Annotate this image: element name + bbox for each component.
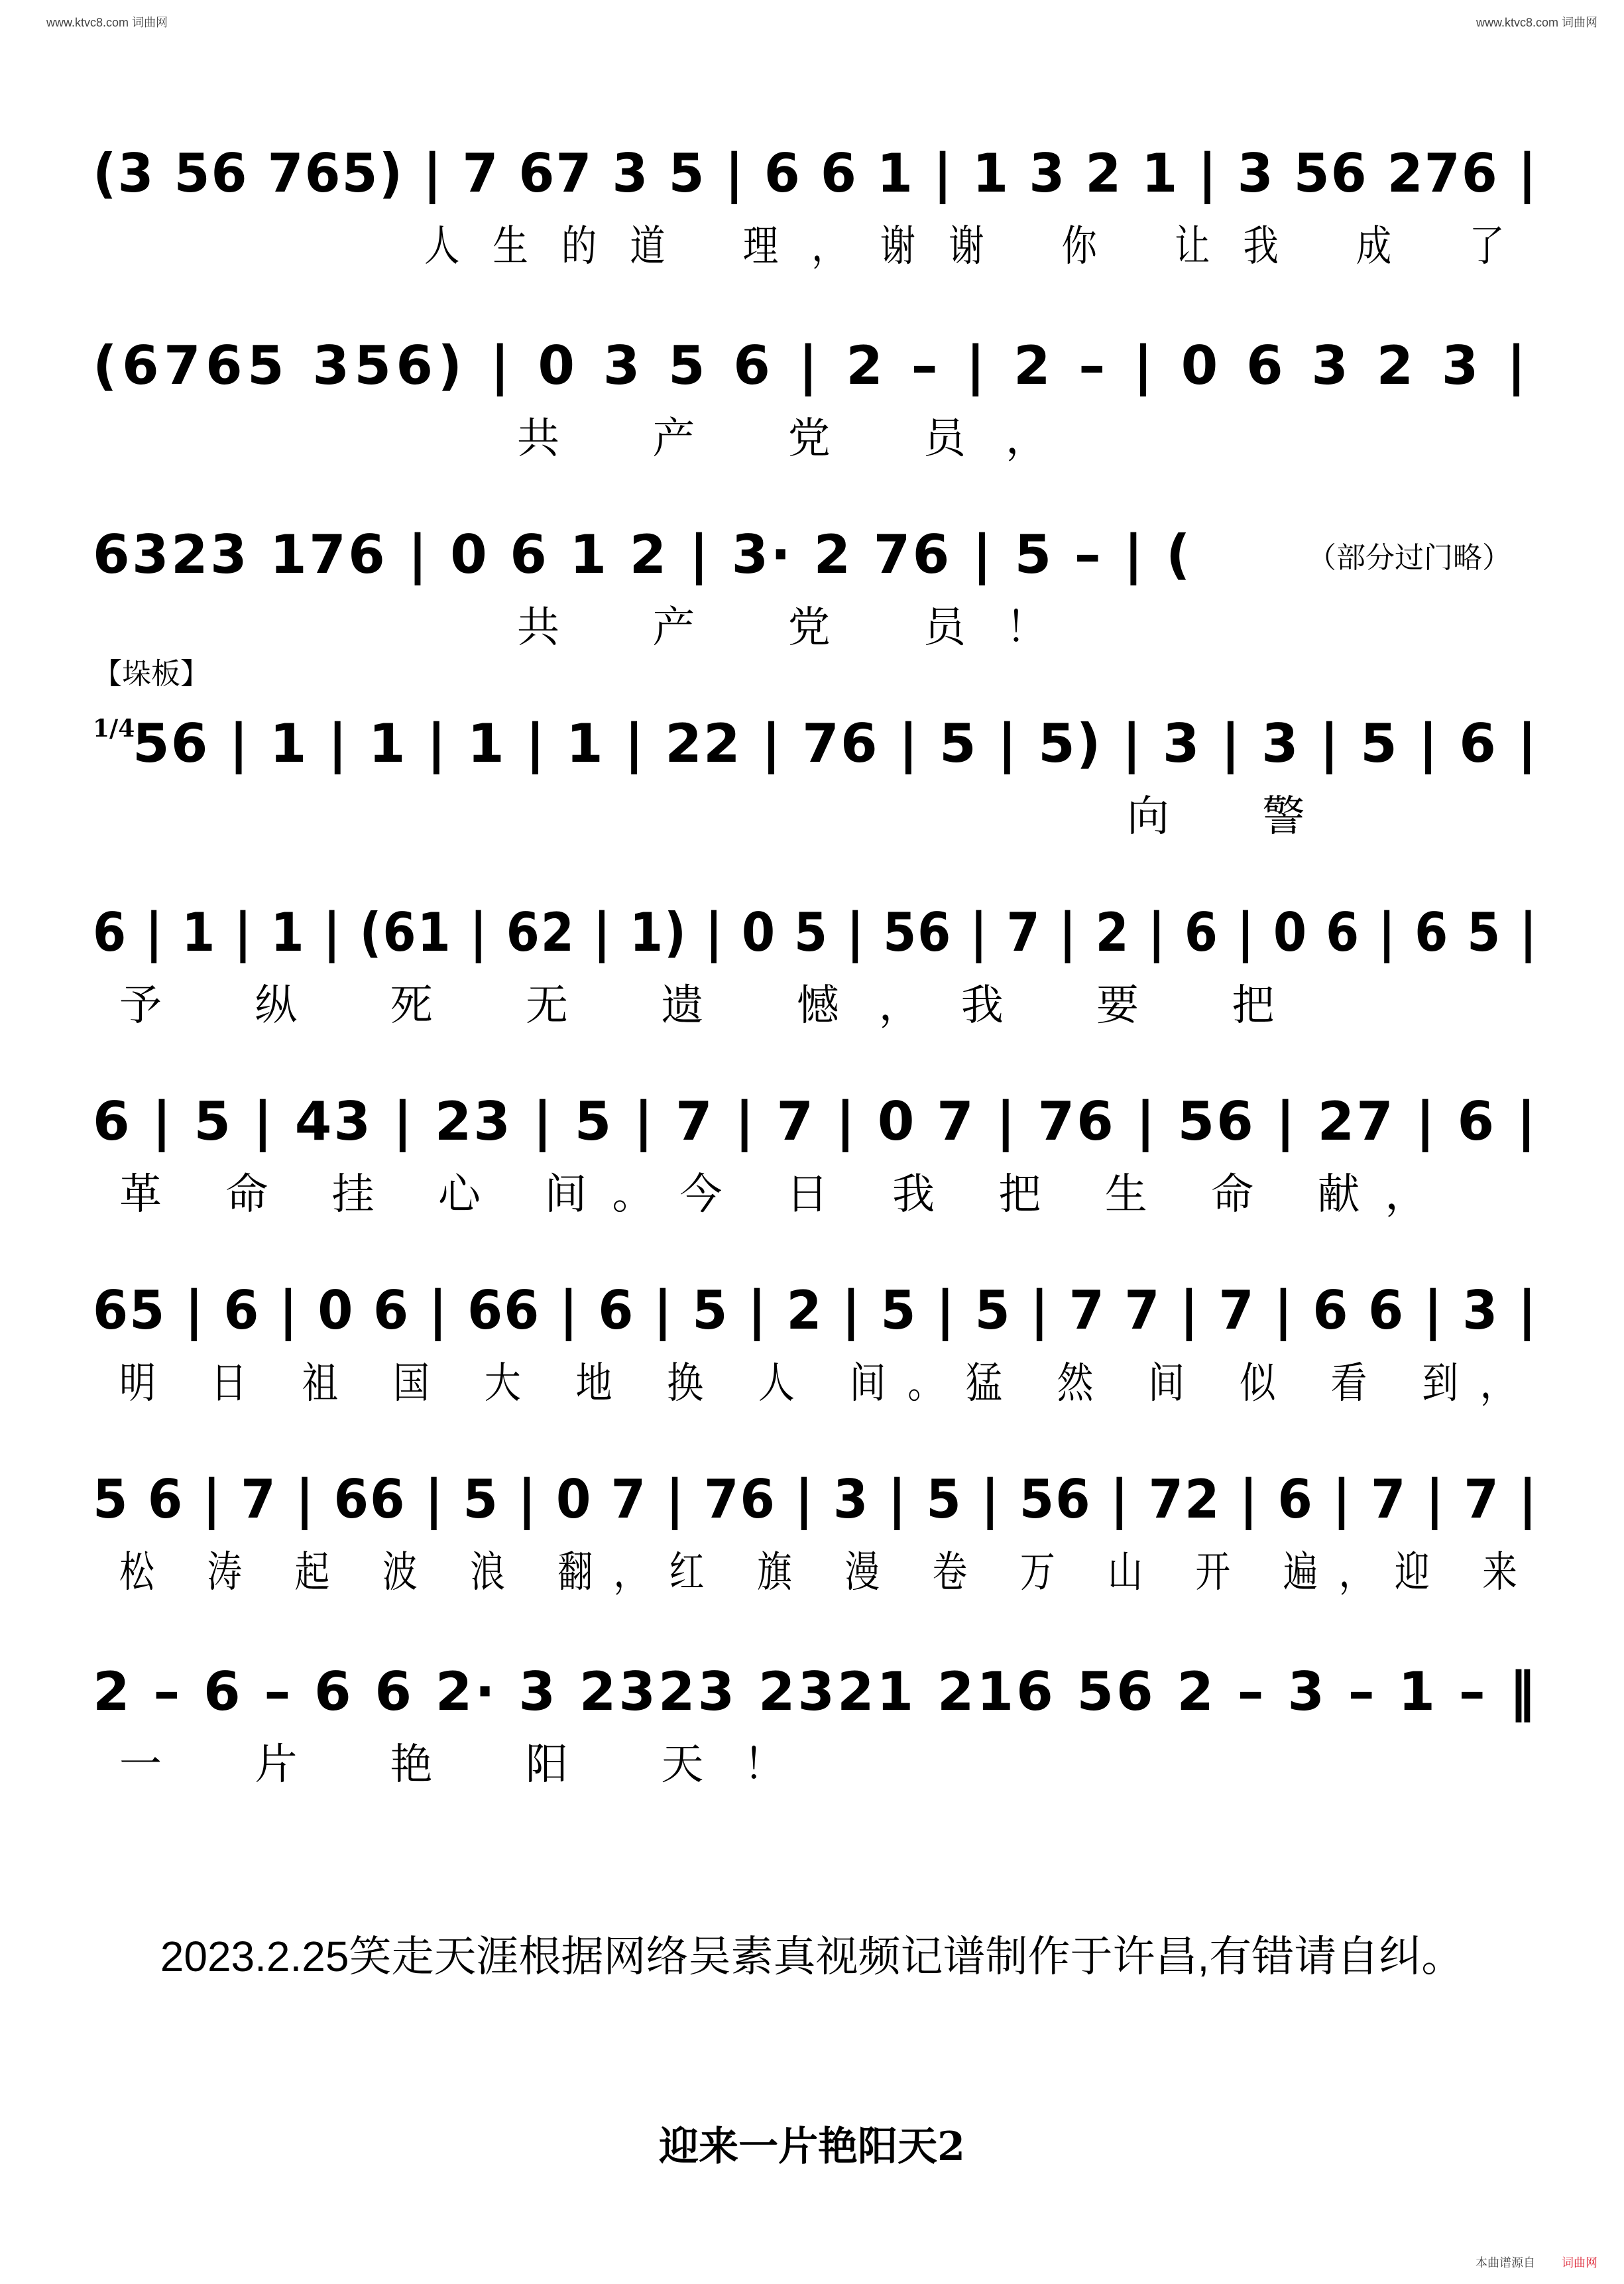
time-signature: 1/4	[93, 715, 135, 743]
lyrics-line	[93, 1730, 1538, 1807]
numbered-notes: 2 – 6 – 6 6 2· 3 2323 2321 216 56 2 – 3 – 1 – ‖	[93, 1661, 1538, 1722]
notation-line	[93, 1644, 1538, 1730]
lyrics-text: 予 纵 死 无 遗 憾，我 要 把	[119, 981, 1314, 1030]
right-watermark-strip	[1612, 40, 1621, 2244]
lyrics-line	[93, 212, 1538, 288]
score-system	[93, 1452, 1538, 1614]
lyrics-text: 一 片 艳 阳 天！	[119, 1740, 826, 1789]
score-system	[93, 318, 1538, 481]
performance-marking: （部分过门略）	[1307, 541, 1511, 575]
footer-source	[1476, 2254, 1597, 2271]
numbered-notes: 6 | 1 | 1 | (61 | 62 | 1) | 0 5 | 56 | 7 | 2 | 6 | 0 6 | 6 5 |	[93, 902, 1538, 963]
lyrics-text: 明 日 祖 国 大 地 换 人 间。猛 然 间 似 看 到，	[119, 1359, 1538, 1408]
numbered-notes: (3 56 765) | 7 67 3 5 | 6 6 1 | 1 3 2 1 | 3 56 276 |	[93, 143, 1538, 204]
score-system	[93, 507, 1538, 670]
notation-line	[93, 126, 1538, 212]
notation-line	[93, 1074, 1538, 1160]
lyrics-line	[93, 782, 1538, 859]
numbered-notes: 6 | 5 | 43 | 23 | 5 | 7 | 7 | 0 7 | 76 | 56 | 27 | 6 |	[93, 1091, 1538, 1152]
left-watermark-strip	[3, 40, 12, 2244]
score-system	[93, 885, 1538, 1048]
site-header-left: www.ktvc8.com 词曲网	[46, 16, 168, 29]
score-system	[93, 1263, 1538, 1425]
score-system	[93, 657, 1538, 859]
credit-line: 2023.2.25笑走天涯根据网络吴素真视频记谱制作于许昌,有错请自纠。	[160, 1933, 1464, 1980]
lyrics-line	[93, 1349, 1538, 1425]
score-system	[93, 1074, 1538, 1236]
lyrics-line	[93, 593, 1538, 670]
section-marker: 【垛板】	[93, 657, 209, 691]
score-system	[93, 126, 1538, 288]
numbered-notes: 56 | 1 | 1 | 1 | 1 | 22 | 76 | 5 | 5) | 3 | 3 | 5 | 6 |	[133, 713, 1538, 774]
lyrics-line	[93, 971, 1538, 1048]
numbered-notes: (6765 356) | 0 3 5 6 | 2 – | 2 – | 0 6 3 2 3 |	[93, 335, 1531, 396]
footer-source-site: 词曲网	[1562, 2256, 1597, 2270]
lyrics-text: 共 产 党 员，	[517, 414, 1088, 463]
site-header-right: www.ktvc8.com 词曲网	[1476, 16, 1597, 29]
lyrics-text: 人生的道 理，谢谢 你 让我 成 了	[424, 222, 1538, 271]
footer-source-label: 本曲谱源自	[1476, 2256, 1535, 2270]
notation-line	[93, 657, 1538, 782]
notation-line	[93, 885, 1538, 971]
numbered-notes: 5 6 | 7 | 66 | 5 | 0 7 | 76 | 3 | 5 | 56 | 72 | 6 | 7 | 7 |	[93, 1469, 1538, 1530]
lyrics-line	[93, 404, 1538, 481]
lyrics-text: 共 产 党 员！	[517, 603, 1088, 652]
lyrics-text: 革 命 挂 心 间。今 日 我 把 生 命 献，	[119, 1170, 1453, 1219]
notation-line	[93, 318, 1538, 404]
lyrics-line	[93, 1538, 1538, 1614]
score-system	[93, 1644, 1538, 1807]
numbered-notes: 65 | 6 | 0 6 | 66 | 6 | 5 | 2 | 5 | 5 | 7 7 | 7 | 6 6 | 3 |	[93, 1280, 1538, 1341]
footer-title: 迎来一片艳阳天2	[659, 2124, 965, 2170]
lyrics-text: 向 警	[1127, 792, 1345, 841]
lyrics-text: 松 涛 起 波 浪 翻，红 旗 漫 卷 万 山 开 遍，迎 来	[119, 1548, 1538, 1597]
lyrics-line	[93, 1160, 1538, 1236]
notation-line	[93, 1263, 1538, 1349]
notation-line	[93, 1452, 1538, 1538]
notation-line	[93, 507, 1538, 593]
numbered-notes: 6323 176 | 0 6 1 2 | 3· 2 76 | 5 – | (	[93, 524, 1192, 585]
